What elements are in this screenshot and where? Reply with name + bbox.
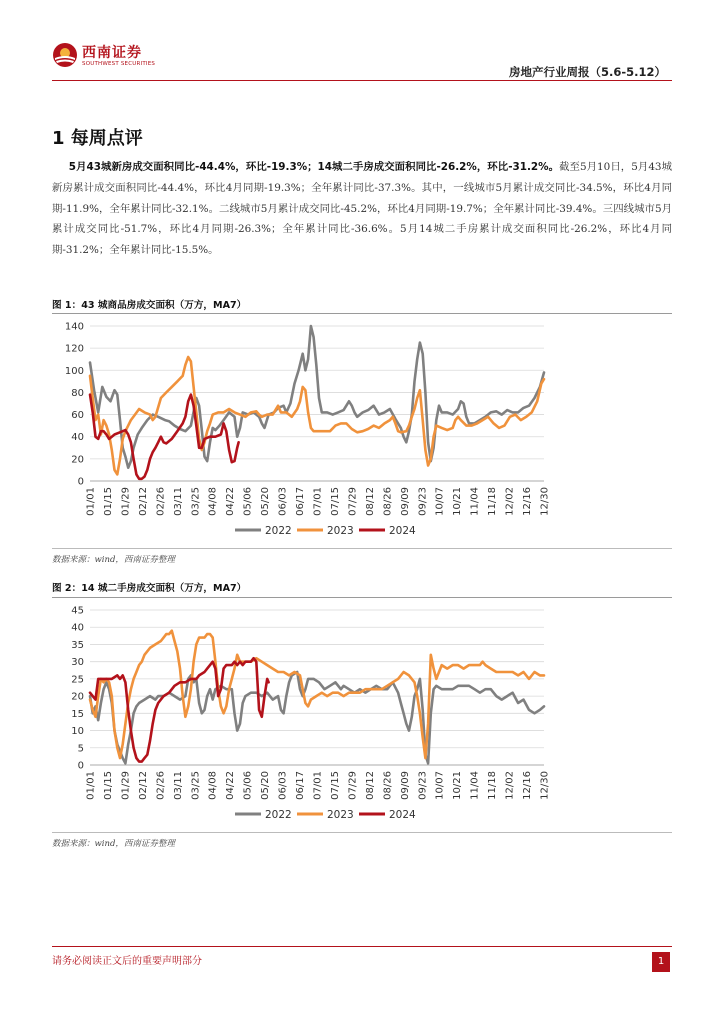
x-tick-label: 10/21 <box>452 771 464 800</box>
x-tick-label: 07/29 <box>347 771 359 800</box>
x-tick-label: 11/18 <box>487 487 499 516</box>
figure-1-bottom-rule <box>52 548 672 549</box>
x-tick-label: 07/29 <box>347 487 359 516</box>
y-tick-label: 30 <box>71 657 84 669</box>
legend-label-2024: 2024 <box>389 525 416 537</box>
y-tick-label: 5 <box>77 743 84 755</box>
y-tick-label: 10 <box>71 726 84 738</box>
x-tick-label: 11/04 <box>469 487 481 516</box>
page-number: 1 <box>652 952 670 972</box>
x-tick-label: 06/03 <box>277 771 289 800</box>
x-tick-label: 06/17 <box>295 771 307 800</box>
x-tick-label: 06/03 <box>277 487 289 516</box>
y-tick-label: 35 <box>71 639 84 651</box>
legend-label-2023: 2023 <box>327 525 354 537</box>
x-tick-label: 01/15 <box>102 771 114 800</box>
x-tick-label: 12/30 <box>539 771 551 800</box>
x-tick-label: 10/07 <box>434 487 446 516</box>
x-tick-label: 04/22 <box>225 487 237 516</box>
x-tick-label: 06/17 <box>295 487 307 516</box>
x-tick-label: 08/12 <box>364 771 376 800</box>
summary-bold: 5月43城新房成交面积同比-44.4%，环比-19.3%；14城二手房成交面积同比-26.2%，环比-31.2%。 <box>68 161 560 173</box>
x-tick-label: 09/23 <box>417 487 429 516</box>
x-tick-label: 02/12 <box>137 771 149 800</box>
section-title: 1 每周点评 <box>52 128 143 149</box>
company-name-en: SOUTHWEST SECURITIES <box>82 61 156 67</box>
x-tick-label: 08/26 <box>382 771 394 800</box>
x-tick-label: 05/06 <box>242 487 254 516</box>
x-tick-label: 10/07 <box>434 771 446 800</box>
x-tick-label: 03/11 <box>172 487 184 516</box>
y-tick-label: 45 <box>71 605 84 617</box>
y-tick-label: 80 <box>71 387 84 399</box>
x-tick-label: 01/29 <box>120 487 132 516</box>
x-tick-label: 11/18 <box>487 771 499 800</box>
footer-disclaimer: 请务必阅读正文后的重要声明部分 <box>52 956 202 967</box>
x-tick-label: 07/15 <box>329 487 341 516</box>
chart-43-city-new-home-area <box>52 316 672 546</box>
y-tick-label: 40 <box>71 432 84 444</box>
x-tick-label: 05/06 <box>242 771 254 800</box>
y-tick-label: 20 <box>71 691 84 703</box>
y-tick-label: 25 <box>71 674 84 686</box>
legend-label-2023: 2023 <box>327 809 354 821</box>
chart-14-city-second-hand-area <box>52 600 672 830</box>
figure-1-source: 数据来源：wind，西南证券整理 <box>52 555 175 565</box>
sun-logo-icon <box>52 42 78 68</box>
x-tick-label: 03/25 <box>190 771 202 800</box>
x-tick-label: 04/22 <box>225 771 237 800</box>
x-tick-label: 03/11 <box>172 771 184 800</box>
x-tick-label: 04/08 <box>207 487 219 516</box>
y-tick-label: 0 <box>77 760 84 772</box>
y-tick-label: 0 <box>77 476 84 488</box>
x-tick-label: 01/15 <box>102 487 114 516</box>
figure-2-source: 数据来源：wind，西南证券整理 <box>52 839 175 849</box>
x-tick-label: 08/12 <box>364 487 376 516</box>
x-tick-label: 12/02 <box>504 487 516 516</box>
x-tick-label: 01/01 <box>85 487 97 516</box>
header-divider <box>52 80 672 81</box>
x-tick-label: 07/15 <box>329 771 341 800</box>
company-name-cn: 西南证券 <box>82 45 142 61</box>
y-tick-label: 120 <box>64 343 84 355</box>
x-tick-label: 05/20 <box>260 771 272 800</box>
x-tick-label: 12/30 <box>539 487 551 516</box>
y-tick-label: 140 <box>64 321 84 333</box>
x-tick-label: 01/01 <box>85 771 97 800</box>
x-tick-label: 12/16 <box>522 771 534 800</box>
summary-paragraph <box>52 157 672 261</box>
x-tick-label: 03/25 <box>190 487 202 516</box>
company-logo <box>52 40 172 76</box>
x-tick-label: 02/12 <box>137 487 149 516</box>
legend-label-2022: 2022 <box>265 525 292 537</box>
legend-label-2024: 2024 <box>389 809 416 821</box>
x-tick-label: 02/26 <box>155 487 167 516</box>
footer-divider <box>52 946 672 947</box>
figure-2-title: 图 2：14 城二手房成交面积（万方，MA7） <box>52 583 247 594</box>
x-tick-label: 09/23 <box>417 771 429 800</box>
series-line-2022 <box>90 326 544 468</box>
figure-1-top-rule <box>52 313 672 314</box>
x-tick-label: 09/09 <box>399 487 411 516</box>
x-tick-label: 12/16 <box>522 487 534 516</box>
x-tick-label: 05/20 <box>260 487 272 516</box>
y-tick-label: 15 <box>71 708 84 720</box>
x-tick-label: 10/21 <box>452 487 464 516</box>
x-tick-label: 07/01 <box>312 771 324 800</box>
x-tick-label: 12/02 <box>504 771 516 800</box>
y-tick-label: 60 <box>71 410 84 422</box>
y-tick-label: 20 <box>71 454 84 466</box>
y-tick-label: 40 <box>71 622 84 634</box>
figure-1-title: 图 1：43 城商品房成交面积（万方，MA7） <box>52 300 247 311</box>
series-line-2023 <box>90 631 544 758</box>
figure-2-top-rule <box>52 597 672 598</box>
x-tick-label: 04/08 <box>207 771 219 800</box>
x-tick-label: 07/01 <box>312 487 324 516</box>
report-title: 房地产行业周报（5.6-5.12） <box>508 65 666 79</box>
x-tick-label: 01/29 <box>120 771 132 800</box>
series-line-2022 <box>90 672 544 763</box>
x-tick-label: 09/09 <box>399 771 411 800</box>
y-tick-label: 100 <box>64 365 84 377</box>
x-tick-label: 08/26 <box>382 487 394 516</box>
summary-body: 截至5月10日，5月43城新房累计成交面积同比-44.4%，环比4月同期-19.3%；全年累计同比-37.3%。其中，一线城市5月累计成交同比-34.5%，环比4月同期-11.9%，全年累计同比-32.1%。二线城市5月累计成交同比-45.2%，环比4月同期-19.7%；全年累计同比-39.4%。三四线城市5月累计成交同比-51.7%，环比4月同期-26.3%；全年累计同比-36.6%。5月14城二手房累计成交面积同比-26.2%，环比4月同期-31.2%；全年累计同比-15.5%。 <box>52 161 672 257</box>
figure-2-bottom-rule <box>52 832 672 833</box>
x-tick-label: 02/26 <box>155 771 167 800</box>
legend-label-2022: 2022 <box>265 809 292 821</box>
x-tick-label: 11/04 <box>469 771 481 800</box>
